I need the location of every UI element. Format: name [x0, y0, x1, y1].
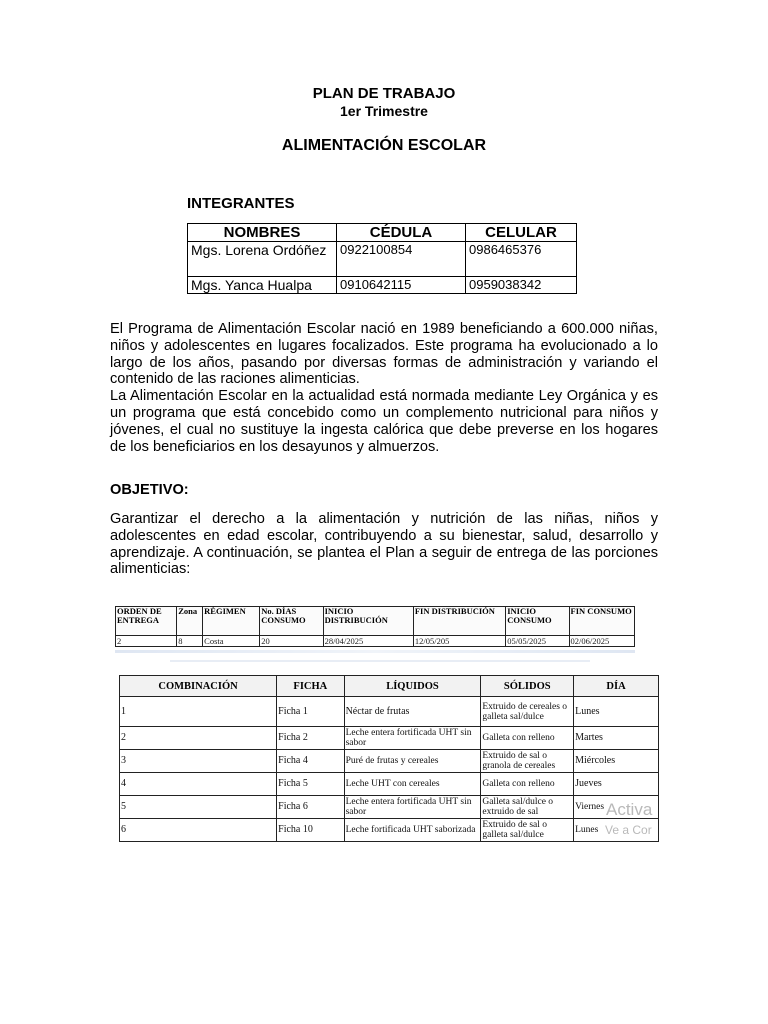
table-row — [120, 750, 659, 773]
table-cell: 5 — [120, 796, 277, 819]
column-header: RÉGIMEN — [203, 607, 260, 636]
column-header: LÍQUIDOS — [344, 676, 481, 697]
table-cell: 3 — [120, 750, 277, 773]
objetivo-heading: OBJETIVO: — [110, 482, 189, 498]
column-header: ORDEN DE ENTREGA — [116, 607, 177, 636]
table-cell: Ficha 6 — [277, 796, 344, 819]
intro-text — [110, 321, 658, 455]
scan-artifact — [115, 650, 635, 653]
table-cell: 1 — [120, 697, 277, 727]
intro-paragraph-1: El Programa de Alimentación Escolar nació en 1989 beneficiando a 600.000 niñas, niños y adolescentes en lugares focalizados. Este programa ha evolucionado a lo largo de los años, pasando por diversas formas de administración y variando el contenido de las raciones alimenticias. — [110, 321, 658, 388]
column-header: SÓLIDOS — [481, 676, 574, 697]
table-cell: Leche fortificada UHT saborizada — [344, 819, 481, 842]
table-cell: 8 — [177, 636, 203, 647]
table-cell: Viernes — [574, 796, 659, 819]
table-cell: 05/05/2025 — [506, 636, 569, 647]
table-cell: Galleta con relleno — [481, 773, 574, 796]
table-row — [120, 773, 659, 796]
table-cell: Costa — [203, 636, 260, 647]
table-cell: 4 — [120, 773, 277, 796]
table-cell: Néctar de frutas — [344, 697, 481, 727]
table-cell: Extruido de cereales o galleta sal/dulce — [481, 697, 574, 727]
table-cell: 28/04/2025 — [323, 636, 413, 647]
column-header: INICIO CONSUMO — [506, 607, 569, 636]
table-cell: Martes — [574, 727, 659, 750]
table-cell: 2 — [120, 727, 277, 750]
column-header: CÉDULA — [337, 224, 466, 242]
table-cell: Ficha 1 — [277, 697, 344, 727]
column-header: INICIO DISTRIBUCIÓN — [323, 607, 413, 636]
table-row — [188, 242, 577, 277]
table-cell: Lunes — [574, 697, 659, 727]
member-name: Mgs. Yanca Hualpa — [188, 277, 337, 294]
table-row — [120, 727, 659, 750]
table-header-row — [120, 676, 659, 697]
column-header: No. DÍAS CONSUMO — [260, 607, 323, 636]
table-cell: Leche UHT con cereales — [344, 773, 481, 796]
column-header: FICHA — [277, 676, 344, 697]
table-row — [120, 796, 659, 819]
document-title: PLAN DE TRABAJO — [312, 85, 456, 102]
document-subtitle: 1er Trimestre — [340, 103, 428, 119]
column-header: DÍA — [574, 676, 659, 697]
column-header: FIN CONSUMO — [569, 607, 634, 636]
intro-paragraph-2: La Alimentación Escolar en la actualidad está normada mediante Ley Orgánica y es un programa que está concebido como un complemento nutricional para niños y jóvenes, el cual no sustituye la ingesta calórica que debe preverse en los hogares de los beneficiarios en los desayunos y almuerzos. — [110, 388, 658, 455]
table-cell: Ficha 10 — [277, 819, 344, 842]
table-cell: Ficha 2 — [277, 727, 344, 750]
table-cell: Leche entera fortificada UHT sin sabor — [344, 796, 481, 819]
table-cell: Galleta sal/dulce o extruido de sal — [481, 796, 574, 819]
objetivo-text — [110, 511, 658, 578]
column-header: Zona — [177, 607, 203, 636]
table-cell: Ficha 5 — [277, 773, 344, 796]
scan-artifact — [170, 660, 590, 662]
table-cell: Jueves — [574, 773, 659, 796]
activation-watermark-line1: Activa — [606, 800, 653, 819]
schedule-table — [115, 606, 635, 647]
table-cell: 6 — [120, 819, 277, 842]
table-cell: Extruido de sal o galleta sal/dulce — [481, 819, 574, 842]
table-row — [120, 697, 659, 727]
table-cell: 20 — [260, 636, 323, 647]
column-header: FIN DISTRIBUCIÓN — [413, 607, 505, 636]
table-row — [120, 819, 659, 842]
table-cell: 2 — [116, 636, 177, 647]
member-celular: 0986465376 — [466, 242, 577, 277]
table-cell: 02/06/2025 — [569, 636, 634, 647]
table-row — [188, 277, 577, 294]
table-cell: Extruido de sal o granola de cereales — [481, 750, 574, 773]
member-cedula: 0922100854 — [337, 242, 466, 277]
table-header-row — [116, 607, 635, 636]
table-cell: Ficha 4 — [277, 750, 344, 773]
member-celular: 0959038342 — [466, 277, 577, 294]
table-cell: Galleta con relleno — [481, 727, 574, 750]
table-cell: 12/05/205 — [413, 636, 505, 647]
objetivo-paragraph: Garantizar el derecho a la alimentación y nutrición de las niñas, niños y adolescentes en edad escolar, contribuyendo a su bienestar, salud, desarrollo y aprendizaje. A continuación, se plantea el Plan a seguir de entrega de las porciones alimenticias: — [110, 511, 658, 578]
integrantes-heading: INTEGRANTES — [187, 195, 295, 212]
table-cell: Miércoles — [574, 750, 659, 773]
table-cell: Puré de frutas y cereales — [344, 750, 481, 773]
table-header-row — [188, 224, 577, 242]
column-header: COMBINACIÓN — [120, 676, 277, 697]
column-header: CELULAR — [466, 224, 577, 242]
table-cell: Lunes — [574, 819, 659, 842]
member-cedula: 0910642115 — [337, 277, 466, 294]
member-name: Mgs. Lorena Ordóñez — [188, 242, 337, 277]
integrantes-table — [187, 223, 577, 294]
menu-table — [119, 675, 659, 842]
activation-watermark-line2: Ve a Cor — [605, 823, 652, 837]
program-title: ALIMENTACIÓN ESCOLAR — [281, 137, 487, 154]
column-header: NOMBRES — [188, 224, 337, 242]
table-cell: Leche entera fortificada UHT sin sabor — [344, 727, 481, 750]
table-row — [116, 636, 635, 647]
